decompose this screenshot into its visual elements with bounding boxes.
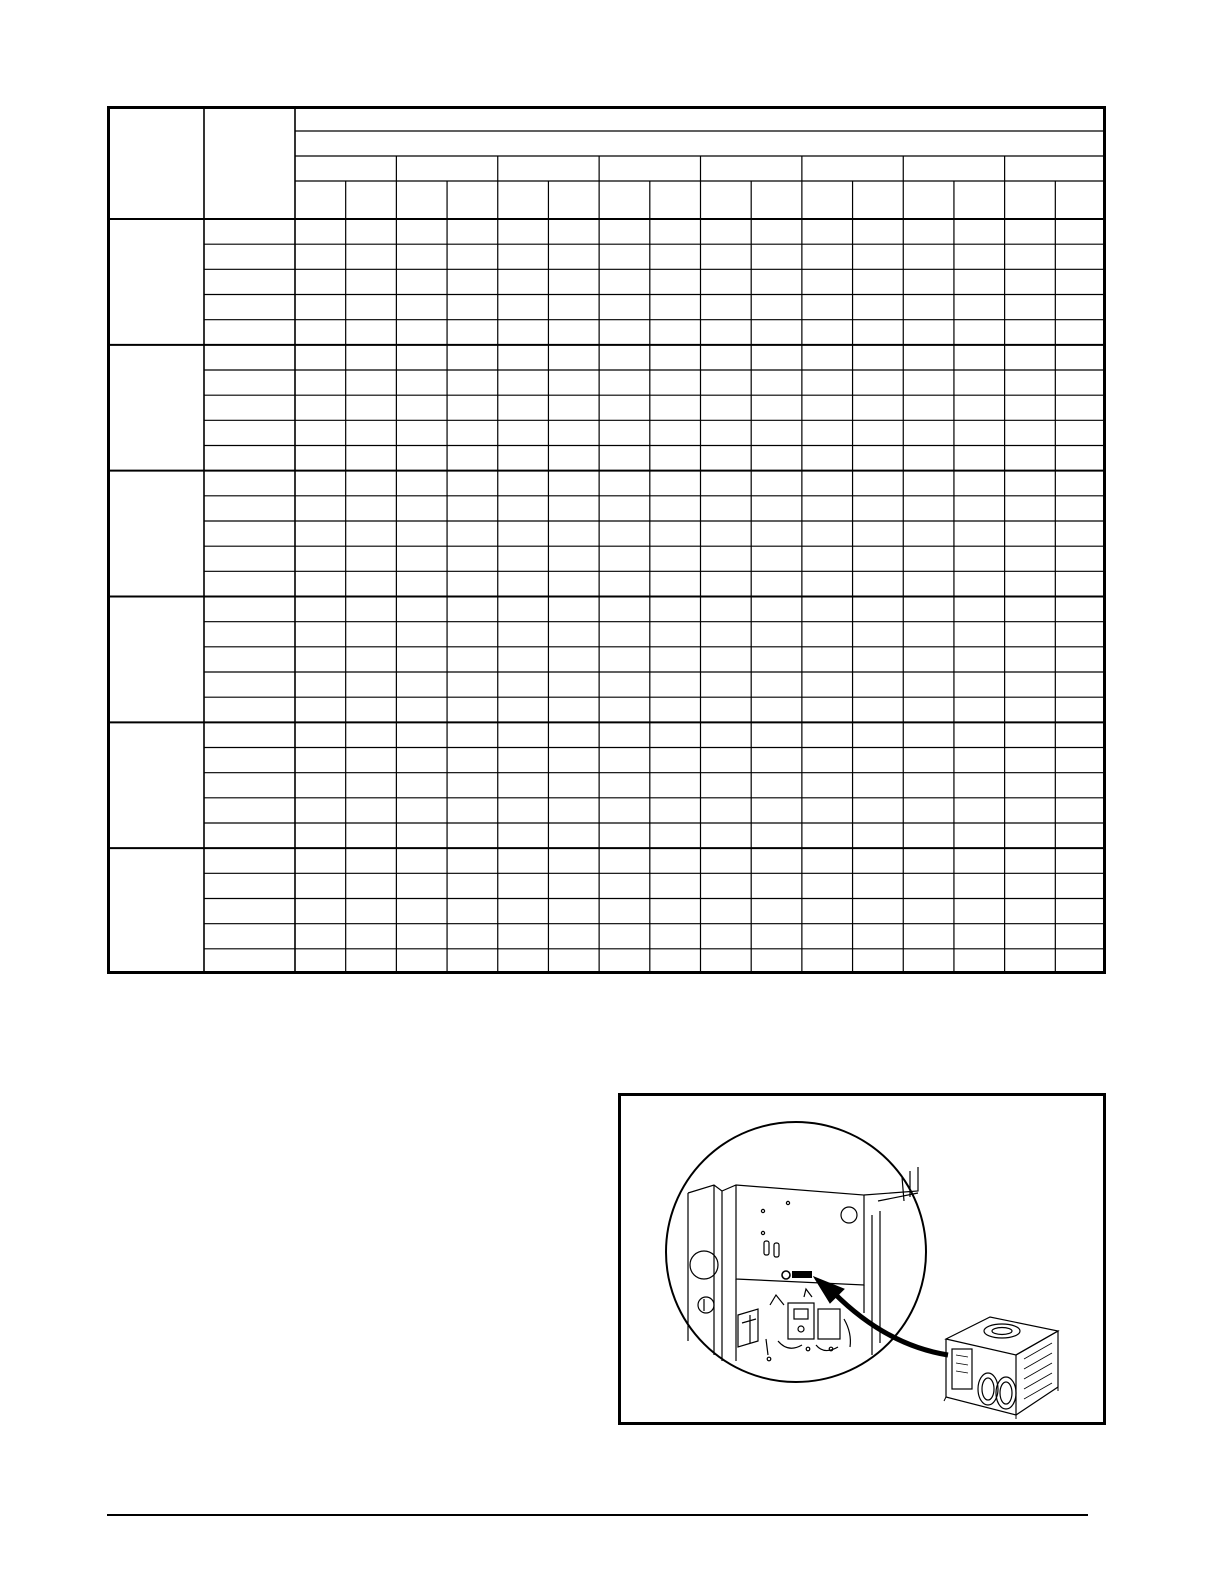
footer-rule bbox=[107, 1514, 1088, 1516]
table-frame bbox=[109, 108, 1105, 973]
performance-table bbox=[107, 106, 1106, 974]
control-panel-figure bbox=[618, 1093, 1106, 1425]
